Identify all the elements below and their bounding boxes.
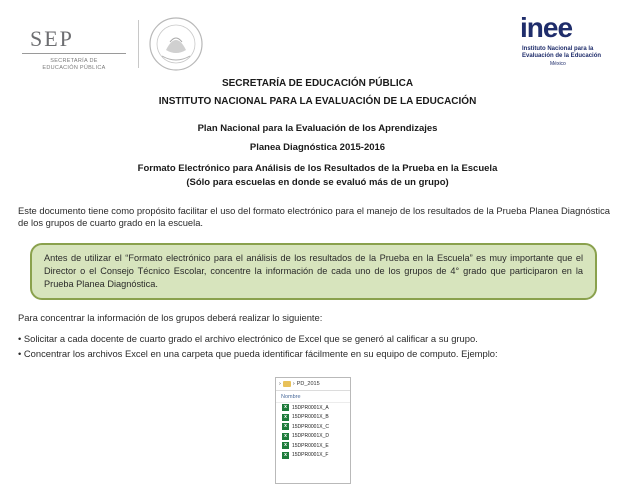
steps-intro: Para concentrar la información de los grupos deberá realizar lo siguiente:: [18, 312, 323, 323]
file-name: 15DPR0001X_A: [292, 404, 329, 411]
excel-file-icon: x: [282, 414, 289, 421]
inee-logo-subtitle-2: Evaluación de la Educación: [522, 53, 602, 59]
sep-logo-subtitle-1: SECRETARÍA DE: [50, 58, 98, 64]
title-nota: (Sólo para escuelas en donde se evaluó más de un grupo): [186, 177, 449, 188]
folder-icon: [283, 381, 291, 387]
file-name: 15DPR0001X_C: [292, 423, 329, 430]
file-row: [276, 432, 350, 442]
excel-file-icon: x: [282, 404, 289, 411]
inee-logo-subtitle-1: Instituto Nacional para la: [522, 46, 594, 52]
title-planea: Planea Diagnóstica 2015-2016: [249, 142, 386, 153]
file-row: [276, 451, 350, 461]
explorer-column-header: Nombre: [276, 391, 350, 403]
title-plan-nacional: Plan Nacional para la Evaluación de los Aprendizajes: [197, 123, 438, 134]
sep-logo-subtitle-2: EDUCACIÓN PÚBLICA: [42, 65, 106, 71]
file-row: [276, 441, 350, 451]
important-callout: Antes de utilizar el “Formato electrónico para el análisis de los resultados de la Prueba en la Escuela” es muy importante que el Director o el Consejo Técnico Escolar, concentre la información de cada uno de los grupos de 4° grado que participaron en la Prueba Planea Diagnóstica.: [30, 243, 597, 300]
explorer-path: PD_2015: [296, 381, 320, 387]
title-formato: Formato Electrónico para Análisis de los Resultados de la Prueba en la Escuela: [137, 163, 498, 174]
file-name: 15DPR0001X_D: [292, 433, 329, 440]
intro-paragraph: Este documento tiene como propósito facilitar el uso del formato electrónico para el manejo de los resultados de la Prueba Planea Diagnóstica de los grupos de cuarto grado en la escuela.: [18, 205, 611, 228]
inee-logo-text: inee: [520, 12, 573, 43]
bullet-item: • Solicitar a cada docente de cuarto grado el archivo electrónico de Excel que se generó al calificar a su grupo.: [18, 333, 478, 344]
file-row: [276, 422, 350, 432]
chevron-right-icon: ›: [279, 381, 281, 387]
inee-logo-country: México: [550, 61, 566, 67]
file-explorer-example: [275, 377, 351, 484]
excel-file-icon: x: [282, 423, 289, 430]
bullet-item: • Concentrar los archivos Excel en una carpeta que pueda identificar fácilmente en su equipo de computo. Ejemplo:: [18, 348, 498, 359]
title-instituto: INSTITUTO NACIONAL PARA LA EVALUACIÓN DE LA EDUCACIÓN: [158, 96, 477, 107]
file-row: [276, 413, 350, 423]
excel-file-icon: x: [282, 433, 289, 440]
file-name: 15DPR0001X_F: [292, 452, 329, 459]
excel-file-icon: x: [282, 442, 289, 449]
sep-logo-rule: [22, 53, 126, 54]
title-secretaria: SECRETARÍA DE EDUCACIÓN PÚBLICA: [221, 78, 414, 89]
logo-divider: [138, 20, 139, 68]
file-name: 15DPR0001X_E: [292, 442, 329, 449]
sep-logo: [18, 20, 130, 76]
national-seal-icon: [148, 16, 204, 72]
excel-file-icon: x: [282, 452, 289, 459]
explorer-path-bar: [276, 378, 350, 391]
file-row: [276, 403, 350, 413]
sep-logo-text: SEP: [30, 26, 74, 51]
inee-logo: [500, 12, 620, 70]
chevron-right-icon: ›: [292, 381, 295, 387]
file-name: 15DPR0001X_B: [292, 414, 329, 421]
